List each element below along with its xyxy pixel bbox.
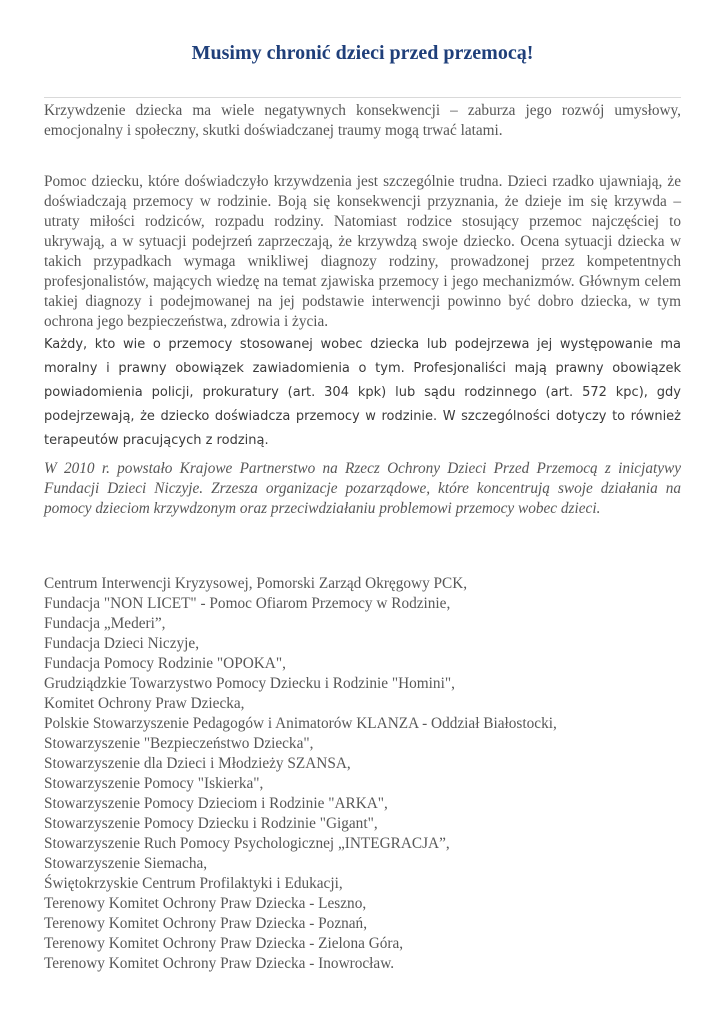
list-item: Fundacja Dzieci Niczyje, (44, 635, 200, 652)
list-item: Świętokrzyskie Centrum Profilaktyki i Edukacji, (44, 875, 343, 892)
list-item: Polskie Stowarzyszenie Pedagogów i Animatorów KLANZA - Oddział Białostocki, (44, 715, 557, 732)
list-item: Terenowy Komitet Ochrony Praw Dziecka - Zielona Góra, (44, 935, 404, 952)
list-item: Stowarzyszenie dla Dzieci i Młodzieży SZANSA, (44, 755, 351, 772)
list-item: Terenowy Komitet Ochrony Praw Dziecka - Leszno, (44, 895, 367, 912)
list-item: Grudziądzkie Towarzystwo Pomocy Dziecku i Rodzinie "Homini", (44, 675, 455, 692)
list-item: Stowarzyszenie "Bezpieczeństwo Dziecka", (44, 735, 314, 752)
list-item: Stowarzyszenie Pomocy Dziecku i Rodzinie "Gigant", (44, 815, 378, 832)
help-paragraph: Pomoc dziecku, które doświadczyło krzywdzenia jest szczególnie trudna. Dzieci rzadko ujawniają, że doświadczają przemocy w rodzinie. Boją się konsekwencji przyznania, że dzieje im się krzywda – utraty miłości rodziców, rozpadu rodziny. Natomiast rodzice stosujący przemoc najczęściej to ukrywają, a w sytuacji podejrzeń zaprzeczają, że krzywdzą swoje dziecko. Ocena sytuacji dziecka w takich przypadkach wymaga wnikliwej diagnozy rodziny, prowadzonej przez kompetentnych profesjonalistów, mających wiedzę na temat zjawiska przemocy i jego mechanizmów. Głównym celem takiej diagnozy i podejmowanej na jej podstawie interwencji powinno być dobro dziecka, w tym ochrona jego bezpieczeństwa, zdrowia i życia. (44, 173, 681, 330)
list-item: Terenowy Komitet Ochrony Praw Dziecka - Poznań, (44, 915, 368, 932)
list-item: Stowarzyszenie Pomocy "Iskierka", (44, 775, 264, 792)
obligation-paragraph: Każdy, kto wie o przemocy stosowanej wobec dziecka lub podejrzewa jej występowanie ma moralny i prawny obowiązek zawiadomienia o tym. Profesjonaliści mają prawny obowiązek powiadomienia policji, prokuratury (art. 304 kpk) lub sądu rodzinnego (art. 572 kpc), gdy podejrzewają, że dziecko doświadcza przemocy w rodzinie. W szczególności dotyczy to również terapeutów pracujących z rodziną. (44, 337, 681, 448)
partnership-paragraph: W 2010 r. powstało Krajowe Partnerstwo na Rzecz Ochrony Dzieci Przed Przemocą z inicjatywy Fundacji Dzieci Niczyje. Zrzesza organizacje pozarządowe, które koncentrują swoje działania na pomocy dzieciom krzywdzonym oraz przeciwdziałaniu problemowi przemocy wobec dzieci. (44, 460, 681, 517)
list-item: Stowarzyszenie Siemacha, (44, 855, 208, 872)
list-item: Terenowy Komitet Ochrony Praw Dziecka - Inowrocław. (44, 955, 395, 972)
list-item: Komitet Ochrony Praw Dziecka, (44, 695, 245, 712)
list-item: Fundacja "NON LICET" - Pomoc Ofiarom Przemocy w Rodzinie, (44, 595, 451, 612)
list-item: Stowarzyszenie Ruch Pomocy Psychologicznej „INTEGRACJA”, (44, 835, 450, 852)
list-item: Stowarzyszenie Pomocy Dzieciom i Rodzinie "ARKA", (44, 795, 388, 812)
page-title: Musimy chronić dzieci przed przemocą! (191, 42, 534, 64)
intro-paragraph: Krzywdzenie dziecka ma wiele negatywnych konsekwencji – zaburza jego rozwój umysłowy, emocjonalny i społeczny, skutki doświadczanej traumy mogą trwać latami. (44, 102, 681, 139)
divider (44, 97, 681, 98)
organization-list (44, 574, 684, 974)
list-item: Centrum Interwencji Kryzysowej, Pomorski Zarząd Okręgowy PCK, (44, 575, 468, 592)
list-item: Fundacja „Mederi”, (44, 615, 166, 632)
list-item: Fundacja Pomocy Rodzinie "OPOKA", (44, 655, 286, 672)
